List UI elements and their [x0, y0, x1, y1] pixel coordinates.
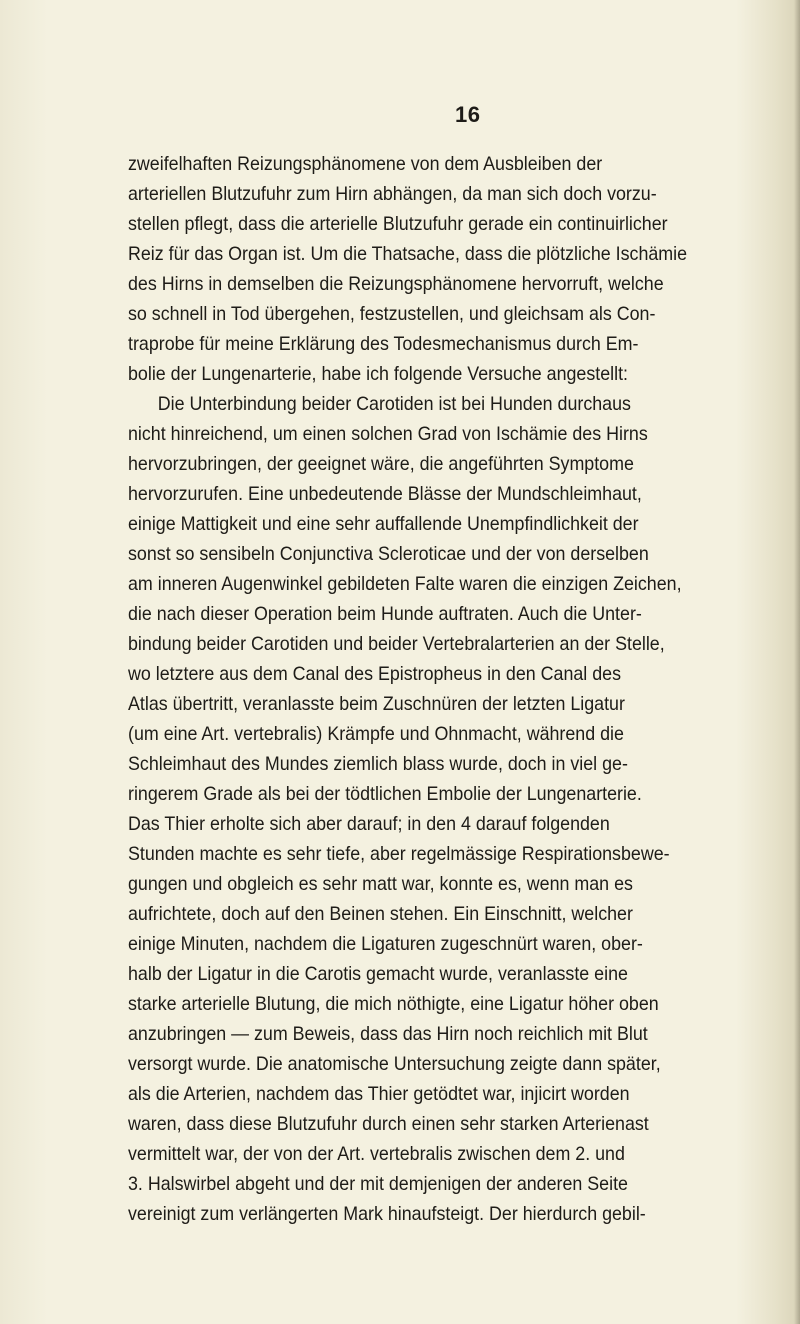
text-line: Reiz für das Organ ist. Um die Thatsache, dass die plötzliche Ischämie [128, 244, 688, 265]
text-line: gungen und obgleich es sehr matt war, konnte es, wenn man es [128, 874, 633, 895]
text-line: des Hirns in demselben die Reizungsphänomene hervorruft, welche [128, 274, 664, 295]
text-line: zweifelhaften Reizungsphänomene von dem Ausbleiben der [128, 154, 603, 175]
text-line: Schleimhaut des Mundes ziemlich blass wurde, doch in viel ge- [128, 754, 628, 775]
text-line: vereinigt zum verlängerten Mark hinaufsteigt. Der hierdurch gebil- [128, 1204, 646, 1225]
paragraph-first-line: Die Unterbindung beider Carotiden ist bei Hunden durchaus [157, 394, 631, 415]
page-number: 16 [455, 102, 481, 127]
text-line: versorgt wurde. Die anatomische Untersuchung zeigte dann später, [128, 1054, 661, 1075]
text-line: nicht hinreichend, um einen solchen Grad von Ischämie des Hirns [128, 424, 648, 445]
text-line: arteriellen Blutzufuhr zum Hirn abhängen, da man sich doch vorzu- [128, 184, 657, 205]
text-line: starke arterielle Blutung, die mich nöthigte, eine Ligatur höher oben [128, 994, 659, 1015]
text-line: Das Thier erholte sich aber darauf; in den 4 darauf folgenden [128, 814, 610, 835]
text-line: die nach dieser Operation beim Hunde auftraten. Auch die Unter- [128, 604, 642, 625]
text-line: hervorzurufen. Eine unbedeutende Blässe der Mundschleimhaut, [128, 484, 642, 505]
text-line: Stunden machte es sehr tiefe, aber regelmässige Respirationsbewe- [128, 844, 670, 865]
text-line: so schnell in Tod übergehen, festzustellen, und gleichsam als Con- [128, 304, 656, 325]
page-edge-shadow [794, 0, 800, 1324]
text-line: Atlas übertritt, veranlasste beim Zuschnüren der letzten Ligatur [128, 694, 625, 715]
text-line: hervorzubringen, der geeignet wäre, die angeführten Symptome [128, 454, 634, 475]
text-line: 3. Halswirbel abgeht und der mit demjenigen der anderen Seite [128, 1174, 628, 1195]
text-line: stellen pflegt, dass die arterielle Blutzufuhr gerade ein continuirlicher [128, 214, 668, 235]
text-line: halb der Ligatur in die Carotis gemacht wurde, veranlasste eine [128, 964, 628, 985]
text-line: traprobe für meine Erklärung des Todesmechanismus durch Em- [128, 334, 639, 355]
text-line: bolie der Lungenarterie, habe ich folgende Versuche angestellt: [128, 364, 629, 385]
text-line: sonst so sensibeln Conjunctiva Scleroticae und der von derselben [128, 544, 649, 565]
text-line: bindung beider Carotiden und beider Vertebralarterien an der Stelle, [128, 634, 665, 655]
text-line: am inneren Augenwinkel gebildeten Falte waren die einzigen Zeichen, [128, 574, 682, 595]
text-line: vermittelt war, der von der Art. vertebralis zwischen dem 2. und [128, 1144, 625, 1165]
text-line: aufrichtete, doch auf den Beinen stehen. Ein Einschnitt, welcher [128, 904, 633, 925]
text-line: einige Minuten, nachdem die Ligaturen zugeschnürt waren, ober- [128, 934, 643, 955]
body-text [128, 150, 788, 1230]
text-line: ringerem Grade als bei der tödtlichen Embolie der Lungenarterie. [128, 784, 642, 805]
text-line: wo letztere aus dem Canal des Epistropheus in den Canal des [128, 664, 622, 685]
text-line: (um eine Art. vertebralis) Krämpfe und Ohnmacht, während die [128, 724, 624, 745]
text-line: anzubringen — zum Beweis, dass das Hirn noch reichlich mit Blut [128, 1024, 648, 1045]
text-line: als die Arterien, nachdem das Thier getödtet war, injicirt worden [128, 1084, 630, 1105]
text-line: einige Mattigkeit und eine sehr auffallende Unempfindlichkeit der [128, 514, 639, 535]
text-line: waren, dass diese Blutzufuhr durch einen sehr starken Arterienast [128, 1114, 649, 1135]
